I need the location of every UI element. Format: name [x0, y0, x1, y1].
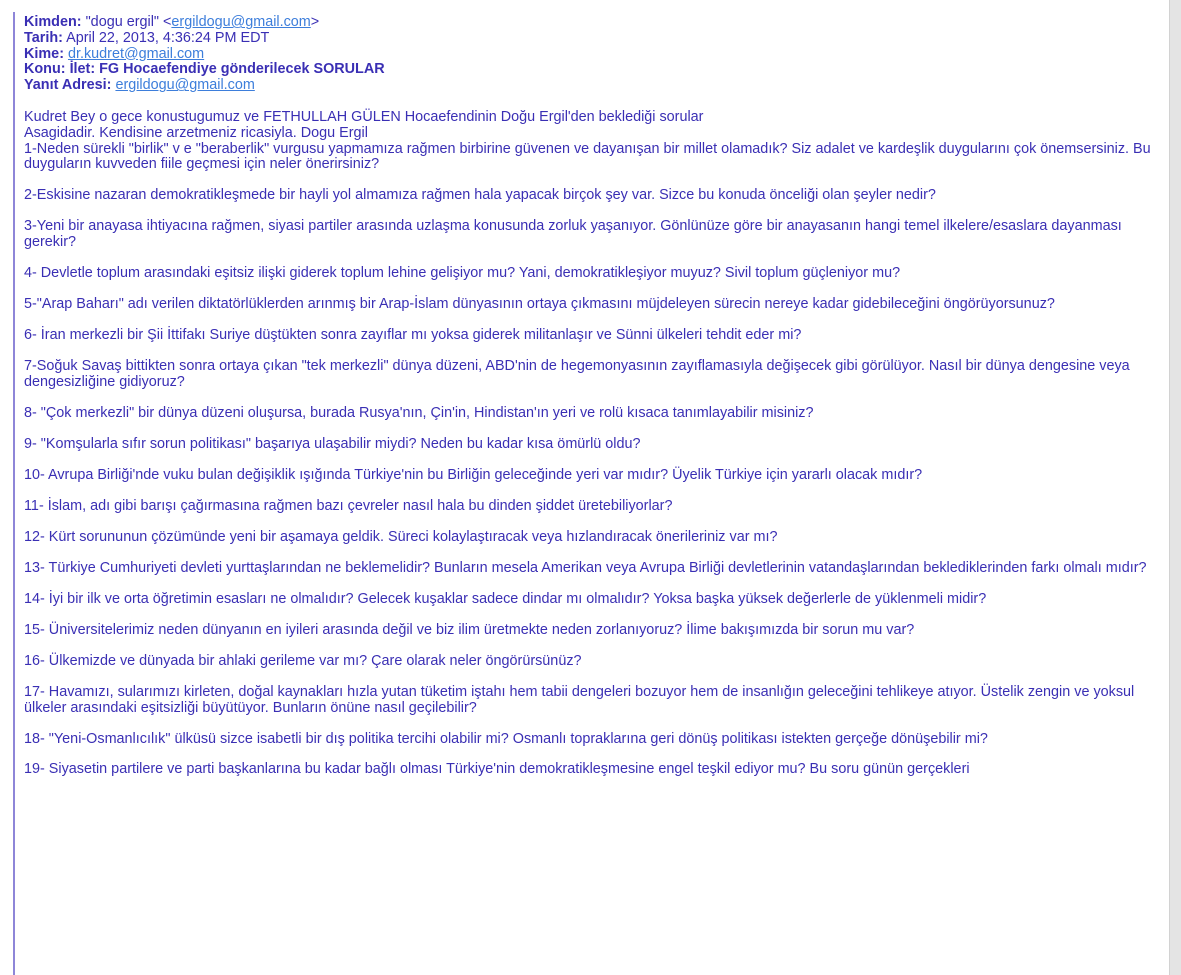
- question-item: 7-Soğuk Savaş bittikten sonra ortaya çıkan "tek merkezli" dünya düzeni, ABD'nin de hegemonyasının zayıflamasıyla değişecek gibi görülüyor. Nasıl bir dünya dengesine veya dengesizliğine gidiyoruz?: [24, 358, 1130, 390]
- date-row: [24, 31, 1164, 47]
- date-value: April 22, 2013, 4:36:24 PM EDT: [66, 29, 270, 46]
- reply-to-label: Yanıt Adresi:: [24, 77, 112, 94]
- to-email-link[interactable]: dr.kudret@gmail.com: [67, 45, 205, 62]
- intro-line: Asagidadir. Kendisine arzetmeniz ricasiyla. Dogu Ergil: [24, 124, 368, 141]
- question-item: 14- İyi bir ilk ve orta öğretimin esasları ne olmalıdır? Gelecek kuşaklar sadece dindar mı olmalıdır? Yoksa başka yüksek değerlerle de yüklenmeli midir?: [24, 590, 987, 607]
- from-row: [24, 15, 1164, 31]
- question-item: 6- İran merkezli bir Şii İttifakı Suriye düştükten sonra zayıflar mı yoksa giderek militanlaşır ve Sünni ülkeleri tehdit eder mi?: [24, 327, 802, 344]
- subject-value: İlet: FG Hocaefendiye gönderilecek SORULAR: [69, 61, 385, 78]
- from-email-link[interactable]: ergildogu@gmail.com: [171, 14, 311, 30]
- reply-to-email-link[interactable]: ergildogu@gmail.com: [115, 77, 255, 94]
- email-headers: [24, 15, 1164, 94]
- date-label: Tarih:: [24, 29, 63, 46]
- question-item: 8- "Çok merkezli" bir dünya düzeni oluşursa, burada Rusya'nın, Çin'in, Hindistan'ın yeri ve rolü kısaca tanımlayabilir misiniz?: [24, 404, 814, 421]
- from-name: "dogu ergil" <: [85, 14, 172, 30]
- to-label: Kime:: [24, 45, 64, 62]
- question-item: 18- "Yeni-Osmanlıcılık" ülküsü sizce isabetli bir dış politika tercihi olabilir mi? Osmanlı topraklarına geri dönüş politikası istekten gerçeğe dönüşebilir mi?: [24, 730, 988, 747]
- question-item: 11- İslam, adı gibi barışı çağırmasına rağmen bazı çevreler nasıl hala bu dinden şiddet üretebiliyorlar?: [24, 497, 673, 514]
- intro-line: Kudret Bey o gece konustugumuz ve FETHULLAH GÜLEN Hocaefendinin Doğu Ergil'den beklediği sorular: [24, 108, 704, 125]
- question-item: 5-"Arap Baharı" adı verilen diktatörlüklerden arınmış bir Arap-İslam dünyasının ortaya çıkmasını müjdeleyen sürecin nereye kadar gidebileceğini öngörüyorsunuz?: [24, 296, 1055, 313]
- from-close: >: [310, 14, 320, 30]
- question-item: 1-Neden sürekli "birlik" v e "beraberlik" vurgusu yapmamıza rağmen birbirine güvenen ve dayanışan bir millet olamadık? Siz adalet ve kardeşlik duygularını çok önemsersiniz. Bu duyguların kuvveden fiile geçmesi için neler önerirsiniz?: [24, 140, 1151, 173]
- intro-text: [24, 110, 1164, 142]
- question-item: 10- Avrupa Birliği'nde vuku bulan değişiklik ışığında Türkiye'nin bu Birliğin geleceğinde yeri var mıdır? Üyelik Türkiye için yararlı olacak mıdır?: [24, 466, 923, 483]
- scrollbar-track[interactable]: [1169, 0, 1181, 975]
- question-item: 9- "Komşularla sıfır sorun politikası" başarıya ulaşabilir miydi? Neden bu kadar kısa ömürlü oldu?: [24, 435, 641, 452]
- reply-to-row: [24, 78, 1164, 94]
- quote-bar: [13, 12, 15, 975]
- email-body: [24, 15, 1164, 778]
- question-item: 2-Eskisine nazaran demokratikleşmede bir hayli yol almamıza rağmen hala yapacak birçok şey var. Sizce bu konuda önceliği olan şeyler nedir?: [24, 187, 936, 204]
- from-label: Kimden:: [24, 14, 82, 30]
- subject-row: [24, 62, 1164, 78]
- question-item: 17- Havamızı, sularımızı kirleten, doğal kaynakları hızla yutan tüketim iştahı hem tabii dengeleri bozuyor hem de insanlığın geleceğini tehlikeye atıyor. Üstelik zengin ve yoksul ülkeler arasındaki eşitsizliği büyütüyor. Bunların önüne nasıl geçilebilir?: [24, 683, 1135, 716]
- question-item: 4- Devletle toplum arasındaki eşitsiz ilişki giderek toplum lehine gelişiyor mu? Yani, demokratikleşiyor muyuz? Sivil toplum güçleniyor mu?: [24, 265, 901, 282]
- question-item: 16- Ülkemizde ve dünyada bir ahlaki gerileme var mı? Çare olarak neler öngörürsünüz?: [24, 652, 582, 669]
- question-item: 12- Kürt sorununun çözümünde yeni bir aşamaya geldik. Süreci kolaylaştıracak veya hızlandıracak önerileriniz var mı?: [24, 528, 778, 545]
- question-item: 15- Üniversitelerimiz neden dünyanın en iyileri arasında değil ve biz ilim üretmekte neden zorlanıyoruz? İlime bakışımızda bir sorun mu var?: [24, 621, 915, 638]
- question-item: 13- Türkiye Cumhuriyeti devleti yurttaşlarından ne beklemelidir? Bunların mesela Amerikan veya Avrupa Birliği devletlerinin vatandaşlarından beklediklerinden farkı olmalı mıdır?: [24, 559, 1147, 576]
- question-item: 19- Siyasetin partilere ve parti başkanlarına bu kadar bağlı olması Türkiye'nin demokratikleşmesine engel teşkil ediyor mu? Bu soru günün gerçekleri: [24, 761, 970, 778]
- subject-label: Konu:: [24, 61, 66, 78]
- question-item: 3-Yeni bir anayasa ihtiyacına rağmen, siyasi partiler arasında uzlaşma konusunda zorluk yaşanıyor. Gönlünüze göre bir anayasanın hangi temel ilkelere/esaslara dayanması gerekir?: [24, 218, 1122, 251]
- question-list: [24, 142, 1164, 779]
